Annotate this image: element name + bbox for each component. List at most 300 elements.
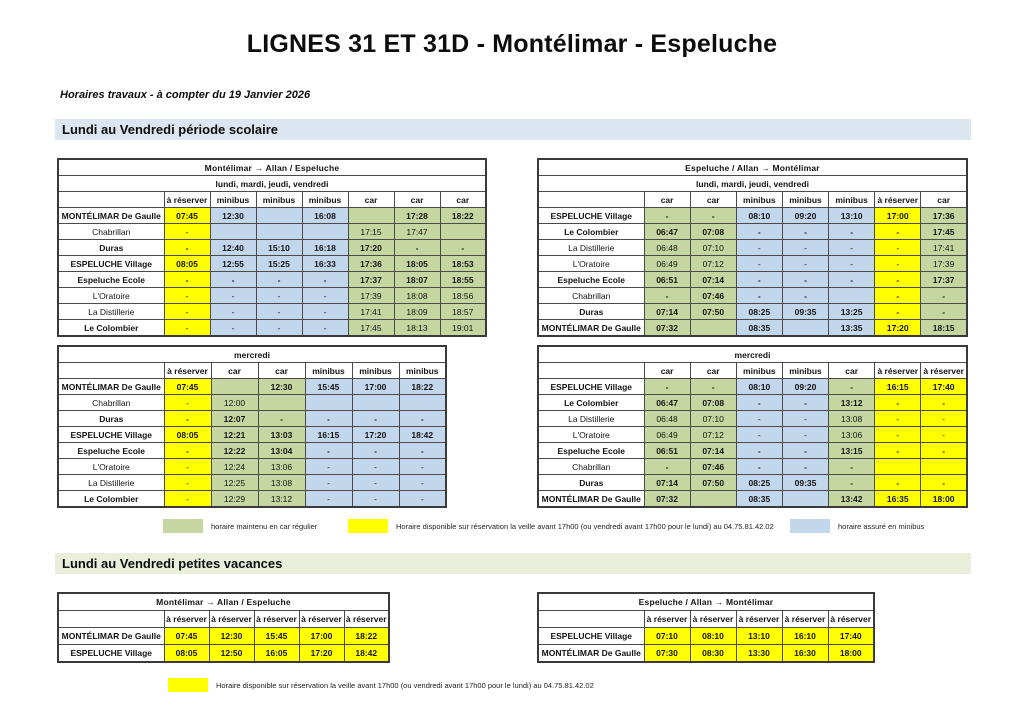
- time-cell: 18:22: [399, 379, 446, 395]
- time-cell: 18:22: [344, 628, 389, 645]
- time-cell: [210, 224, 256, 240]
- table-title: Espeluche / Allan → Montélimar: [538, 159, 967, 176]
- time-cell: 12:00: [211, 395, 258, 411]
- time-cell: 07:45: [164, 208, 210, 224]
- time-cell: 13:12: [829, 395, 875, 411]
- vehicle-type-header: à réserver: [828, 611, 874, 628]
- time-cell: 07:46: [690, 459, 736, 475]
- column-header-row: [538, 363, 967, 379]
- table-row: [58, 491, 446, 508]
- yellow-color-swatch: [348, 519, 388, 533]
- time-cell: 19:01: [440, 320, 486, 337]
- time-cell: 17:47: [394, 224, 440, 240]
- time-cell: 07:14: [690, 272, 736, 288]
- time-cell: 08:05: [164, 427, 211, 443]
- time-cell: [399, 395, 446, 411]
- vehicle-type-header: minibus: [736, 192, 782, 208]
- time-cell: 18:09: [394, 304, 440, 320]
- time-cell: 17:45: [348, 320, 394, 337]
- vehicle-type-header: à réserver: [690, 611, 736, 628]
- time-cell: 13:03: [258, 427, 305, 443]
- time-cell: -: [352, 475, 399, 491]
- station-cell: Duras: [538, 475, 644, 491]
- time-cell: -: [736, 459, 782, 475]
- time-cell: 17:28: [394, 208, 440, 224]
- table-title-row: [58, 159, 486, 176]
- time-cell: 17:40: [921, 379, 967, 395]
- station-cell: Chabrillan: [538, 459, 644, 475]
- time-cell: 09:35: [782, 475, 828, 491]
- time-cell: 13:04: [258, 443, 305, 459]
- time-cell: -: [875, 256, 921, 272]
- vehicle-type-header: minibus: [782, 192, 828, 208]
- vehicle-type-header: car: [348, 192, 394, 208]
- table-row: [538, 208, 967, 224]
- station-cell: Le Colombier: [538, 224, 644, 240]
- time-cell: 17:20: [875, 320, 921, 337]
- time-cell: -: [302, 272, 348, 288]
- time-cell: -: [394, 240, 440, 256]
- time-cell: 17:15: [348, 224, 394, 240]
- time-cell: -: [352, 443, 399, 459]
- timetable-vacances-retour: [537, 592, 875, 663]
- timetable-mercredi-retour: [537, 345, 968, 508]
- time-cell: -: [736, 224, 782, 240]
- green-color-swatch: [163, 519, 203, 533]
- legend-item: [163, 519, 317, 533]
- time-cell: -: [644, 288, 690, 304]
- time-cell: 07:30: [644, 645, 690, 663]
- station-cell: Chabrillan: [58, 224, 164, 240]
- timetable-scolaire-aller: [57, 158, 487, 337]
- vehicle-type-header: car: [644, 192, 690, 208]
- station-cell: ESPELUCHE Village: [538, 628, 644, 645]
- timetable: [57, 345, 447, 508]
- column-header-row: [58, 192, 486, 208]
- timetable: [537, 158, 968, 337]
- time-cell: 07:14: [690, 443, 736, 459]
- time-cell: [352, 395, 399, 411]
- time-cell: -: [644, 379, 690, 395]
- time-cell: 13:15: [829, 443, 875, 459]
- vehicle-type-header: à réserver: [299, 611, 344, 628]
- time-cell: 16:15: [305, 427, 352, 443]
- time-cell: -: [875, 475, 921, 491]
- time-cell: [256, 208, 302, 224]
- time-cell: -: [782, 288, 828, 304]
- time-cell: 08:05: [164, 256, 210, 272]
- time-cell: 13:12: [258, 491, 305, 508]
- vehicle-type-header: car: [644, 363, 690, 379]
- blue-color-swatch: [790, 519, 830, 533]
- table-row: [58, 320, 486, 337]
- vehicle-type-header: à réserver: [209, 611, 254, 628]
- table-row: [538, 379, 967, 395]
- time-cell: 13:30: [736, 645, 782, 663]
- time-cell: 17:36: [348, 256, 394, 272]
- time-cell: -: [305, 411, 352, 427]
- vehicle-type-header: à réserver: [644, 611, 690, 628]
- table-row: [58, 304, 486, 320]
- station-cell: L'Oratoire: [538, 427, 644, 443]
- station-cell: ESPELUCHE Village: [538, 208, 644, 224]
- time-cell: 15:25: [256, 256, 302, 272]
- time-cell: 18:05: [394, 256, 440, 272]
- vehicle-type-header: car: [394, 192, 440, 208]
- table-row: [538, 459, 967, 475]
- yellow-color-swatch: [168, 678, 208, 692]
- time-cell: -: [782, 395, 828, 411]
- time-cell: -: [399, 475, 446, 491]
- time-cell: 07:46: [690, 288, 736, 304]
- time-cell: -: [690, 208, 736, 224]
- station-cell: Espeluche Ecole: [58, 443, 164, 459]
- station-cell: Le Colombier: [58, 320, 164, 337]
- table-row: [538, 427, 967, 443]
- time-cell: [782, 320, 828, 337]
- time-cell: -: [305, 443, 352, 459]
- time-cell: -: [829, 379, 875, 395]
- table-row: [58, 645, 389, 663]
- time-cell: 18:00: [828, 645, 874, 663]
- table-title: Montélimar → Allan / Espeluche: [58, 593, 389, 611]
- time-cell: 13:08: [258, 475, 305, 491]
- time-cell: -: [256, 288, 302, 304]
- time-cell: -: [829, 256, 875, 272]
- time-cell: 12:55: [210, 256, 256, 272]
- time-cell: [829, 288, 875, 304]
- time-cell: -: [736, 395, 782, 411]
- legend-label: horaire maintenu en car régulier: [211, 521, 318, 531]
- legend-item: [348, 519, 774, 533]
- time-cell: 15:45: [254, 628, 299, 645]
- vehicle-type-header: minibus: [736, 363, 782, 379]
- time-cell: 18:42: [399, 427, 446, 443]
- time-cell: 07:12: [690, 427, 736, 443]
- station-cell: MONTÉLIMAR De Gaulle: [58, 208, 164, 224]
- time-cell: -: [164, 475, 211, 491]
- station-cell: Duras: [58, 411, 164, 427]
- legend-label: horaire assuré en minibus: [838, 521, 925, 531]
- station-cell: L'Oratoire: [58, 288, 164, 304]
- time-cell: -: [210, 304, 256, 320]
- time-cell: 18:22: [440, 208, 486, 224]
- time-cell: 09:20: [782, 379, 828, 395]
- legend-label: Horaire disponible sur réservation la veille avant 17h00 (ou vendredi avant 17h00 pour le lundi) au 04.75.81.42.02: [396, 521, 774, 531]
- vehicle-type-header: minibus: [782, 363, 828, 379]
- column-header-row: [58, 611, 389, 628]
- time-cell: -: [736, 411, 782, 427]
- time-cell: 17:41: [348, 304, 394, 320]
- time-cell: -: [782, 459, 828, 475]
- vehicle-type-header: à réserver: [782, 611, 828, 628]
- vehicle-type-header: minibus: [256, 192, 302, 208]
- vehicle-type-header: minibus: [302, 192, 348, 208]
- day-header: lundi, mardi, jeudi, vendredi: [58, 176, 486, 192]
- time-cell: -: [829, 272, 875, 288]
- time-cell: 12:22: [211, 443, 258, 459]
- time-cell: 07:32: [644, 491, 690, 508]
- table-row: [58, 240, 486, 256]
- time-cell: 13:10: [736, 628, 782, 645]
- time-cell: -: [736, 240, 782, 256]
- time-cell: -: [875, 395, 921, 411]
- day-row: [538, 346, 967, 363]
- time-cell: 07:14: [644, 475, 690, 491]
- time-cell: [875, 459, 921, 475]
- time-cell: 17:37: [921, 272, 967, 288]
- table-row: [538, 272, 967, 288]
- time-cell: 15:10: [256, 240, 302, 256]
- table-row: [538, 491, 967, 508]
- vehicle-type-header: minibus: [352, 363, 399, 379]
- table-row: [58, 256, 486, 272]
- time-cell: [256, 224, 302, 240]
- timetable-scolaire-retour: [537, 158, 968, 337]
- station-cell: Chabrillan: [58, 395, 164, 411]
- time-cell: -: [305, 491, 352, 508]
- legend-item: [168, 678, 594, 692]
- time-cell: 09:35: [782, 304, 828, 320]
- legend-bottom: [0, 678, 1024, 698]
- time-cell: [211, 379, 258, 395]
- table-row: [58, 224, 486, 240]
- time-cell: -: [210, 320, 256, 337]
- time-cell: -: [352, 411, 399, 427]
- time-cell: 07:50: [690, 475, 736, 491]
- time-cell: -: [829, 475, 875, 491]
- timetable-vacances-aller: [57, 592, 390, 663]
- station-cell: ESPELUCHE Village: [58, 427, 164, 443]
- time-cell: -: [782, 427, 828, 443]
- table-row: [58, 628, 389, 645]
- time-cell: -: [921, 411, 967, 427]
- section-header-petites-vacances: Lundi au Vendredi petites vacances: [55, 553, 971, 574]
- table-row: [538, 411, 967, 427]
- time-cell: [921, 459, 967, 475]
- table-row: [538, 256, 967, 272]
- table-title-row: [538, 159, 967, 176]
- time-cell: 17:36: [921, 208, 967, 224]
- time-cell: -: [399, 459, 446, 475]
- time-cell: -: [164, 411, 211, 427]
- station-cell: Duras: [538, 304, 644, 320]
- time-cell: 17:00: [875, 208, 921, 224]
- time-cell: 16:33: [302, 256, 348, 272]
- time-cell: -: [164, 288, 210, 304]
- time-cell: 16:30: [782, 645, 828, 663]
- vehicle-type-header: car: [690, 363, 736, 379]
- time-cell: -: [210, 288, 256, 304]
- time-cell: [302, 224, 348, 240]
- legend-label: Horaire disponible sur réservation la veille avant 17h00 (ou vendredi avant 17h00 pour le lundi) au 04.75.81.42.02: [216, 680, 594, 690]
- time-cell: -: [164, 240, 210, 256]
- time-cell: 17:45: [921, 224, 967, 240]
- section-header-periode-scolaire: Lundi au Vendredi période scolaire: [55, 119, 971, 140]
- time-cell: 06:49: [644, 256, 690, 272]
- timetable-mercredi-aller: [57, 345, 447, 508]
- table-title: Espeluche / Allan → Montélimar: [538, 593, 874, 611]
- time-cell: 07:08: [690, 395, 736, 411]
- time-cell: 18:57: [440, 304, 486, 320]
- time-cell: 13:10: [829, 208, 875, 224]
- time-cell: 06:48: [644, 411, 690, 427]
- time-cell: 13:42: [829, 491, 875, 508]
- station-cell: Espeluche Ecole: [58, 272, 164, 288]
- table-row: [58, 272, 486, 288]
- vehicle-type-header: à réserver: [164, 611, 209, 628]
- time-cell: [690, 491, 736, 508]
- time-cell: -: [256, 320, 302, 337]
- time-cell: 13:08: [829, 411, 875, 427]
- time-cell: 16:10: [782, 628, 828, 645]
- time-cell: -: [399, 411, 446, 427]
- time-cell: 17:39: [348, 288, 394, 304]
- page-title: LIGNES 31 ET 31D - Montélimar - Espeluche: [246, 30, 778, 58]
- time-cell: -: [164, 272, 210, 288]
- time-cell: -: [399, 443, 446, 459]
- timetable: [537, 345, 968, 508]
- vehicle-type-header: car: [829, 363, 875, 379]
- time-cell: -: [782, 443, 828, 459]
- day-header: mercredi: [538, 346, 967, 363]
- vehicle-type-header: car: [921, 192, 967, 208]
- table-row: [58, 459, 446, 475]
- time-cell: -: [258, 411, 305, 427]
- time-cell: -: [782, 256, 828, 272]
- time-cell: -: [736, 256, 782, 272]
- time-cell: 07:45: [164, 379, 211, 395]
- time-cell: 07:32: [644, 320, 690, 337]
- time-cell: 13:06: [258, 459, 305, 475]
- table-row: [538, 224, 967, 240]
- time-cell: 06:51: [644, 443, 690, 459]
- time-cell: 18:53: [440, 256, 486, 272]
- table-title-row: [58, 593, 389, 611]
- time-cell: 18:13: [394, 320, 440, 337]
- time-cell: 18:00: [921, 491, 967, 508]
- station-cell: MONTÉLIMAR De Gaulle: [58, 379, 164, 395]
- time-cell: 13:06: [829, 427, 875, 443]
- time-cell: 12:24: [211, 459, 258, 475]
- time-cell: -: [782, 272, 828, 288]
- table-row: [538, 395, 967, 411]
- time-cell: 08:25: [736, 475, 782, 491]
- table-row: [58, 395, 446, 411]
- day-row: [538, 176, 967, 192]
- vehicle-type-header: minibus: [399, 363, 446, 379]
- time-cell: -: [921, 427, 967, 443]
- vehicle-type-header: minibus: [210, 192, 256, 208]
- time-cell: 18:42: [344, 645, 389, 663]
- corner-cell: [538, 363, 644, 379]
- station-cell: La Distillerie: [538, 240, 644, 256]
- table-row: [58, 443, 446, 459]
- station-cell: ESPELUCHE Village: [58, 256, 164, 272]
- table-row: [58, 208, 486, 224]
- station-cell: La Distillerie: [58, 304, 164, 320]
- station-cell: Le Colombier: [58, 491, 164, 508]
- corner-cell: [58, 192, 164, 208]
- time-cell: 15:45: [305, 379, 352, 395]
- time-cell: -: [302, 320, 348, 337]
- time-cell: 18:55: [440, 272, 486, 288]
- time-cell: -: [256, 304, 302, 320]
- station-cell: L'Oratoire: [58, 459, 164, 475]
- time-cell: 17:41: [921, 240, 967, 256]
- time-cell: -: [305, 459, 352, 475]
- vehicle-type-header: car: [690, 192, 736, 208]
- time-cell: 12:29: [211, 491, 258, 508]
- column-header-row: [58, 363, 446, 379]
- time-cell: 17:00: [299, 628, 344, 645]
- time-cell: 17:20: [352, 427, 399, 443]
- time-cell: 17:20: [348, 240, 394, 256]
- time-cell: -: [164, 491, 211, 508]
- time-cell: 13:35: [829, 320, 875, 337]
- time-cell: -: [921, 443, 967, 459]
- time-cell: -: [736, 288, 782, 304]
- legend-top: [0, 519, 1024, 539]
- vehicle-type-header: car: [440, 192, 486, 208]
- time-cell: -: [644, 208, 690, 224]
- time-cell: 07:08: [690, 224, 736, 240]
- station-cell: Espeluche Ecole: [538, 272, 644, 288]
- time-cell: 17:37: [348, 272, 394, 288]
- time-cell: -: [164, 459, 211, 475]
- table-row: [538, 628, 874, 645]
- time-cell: 12:07: [211, 411, 258, 427]
- time-cell: -: [875, 411, 921, 427]
- time-cell: 06:51: [644, 272, 690, 288]
- time-cell: 06:47: [644, 395, 690, 411]
- time-cell: 13:25: [829, 304, 875, 320]
- vehicle-type-header: car: [258, 363, 305, 379]
- vehicle-type-header: à réserver: [344, 611, 389, 628]
- vehicle-type-header: à réserver: [736, 611, 782, 628]
- station-cell: MONTÉLIMAR De Gaulle: [58, 628, 164, 645]
- day-header: lundi, mardi, jeudi, vendredi: [538, 176, 967, 192]
- time-cell: 12:30: [258, 379, 305, 395]
- time-cell: 17:20: [299, 645, 344, 663]
- station-cell: L'Oratoire: [538, 256, 644, 272]
- time-cell: -: [399, 491, 446, 508]
- day-row: [58, 176, 486, 192]
- corner-cell: [58, 363, 164, 379]
- table-row: [538, 475, 967, 491]
- vehicle-type-header: à réserver: [875, 192, 921, 208]
- table-row: [538, 645, 874, 663]
- vehicle-type-header: à réserver: [254, 611, 299, 628]
- time-cell: 16:35: [875, 491, 921, 508]
- time-cell: [690, 320, 736, 337]
- time-cell: 17:40: [828, 628, 874, 645]
- time-cell: 17:39: [921, 256, 967, 272]
- table-row: [538, 288, 967, 304]
- time-cell: -: [829, 459, 875, 475]
- time-cell: -: [829, 224, 875, 240]
- time-cell: [258, 395, 305, 411]
- table-row: [538, 320, 967, 337]
- station-cell: MONTÉLIMAR De Gaulle: [538, 320, 644, 337]
- time-cell: -: [875, 304, 921, 320]
- time-cell: -: [164, 224, 210, 240]
- station-cell: ESPELUCHE Village: [58, 645, 164, 663]
- time-cell: -: [875, 272, 921, 288]
- time-cell: 08:35: [736, 320, 782, 337]
- table-row: [58, 475, 446, 491]
- legend-item: [790, 519, 924, 533]
